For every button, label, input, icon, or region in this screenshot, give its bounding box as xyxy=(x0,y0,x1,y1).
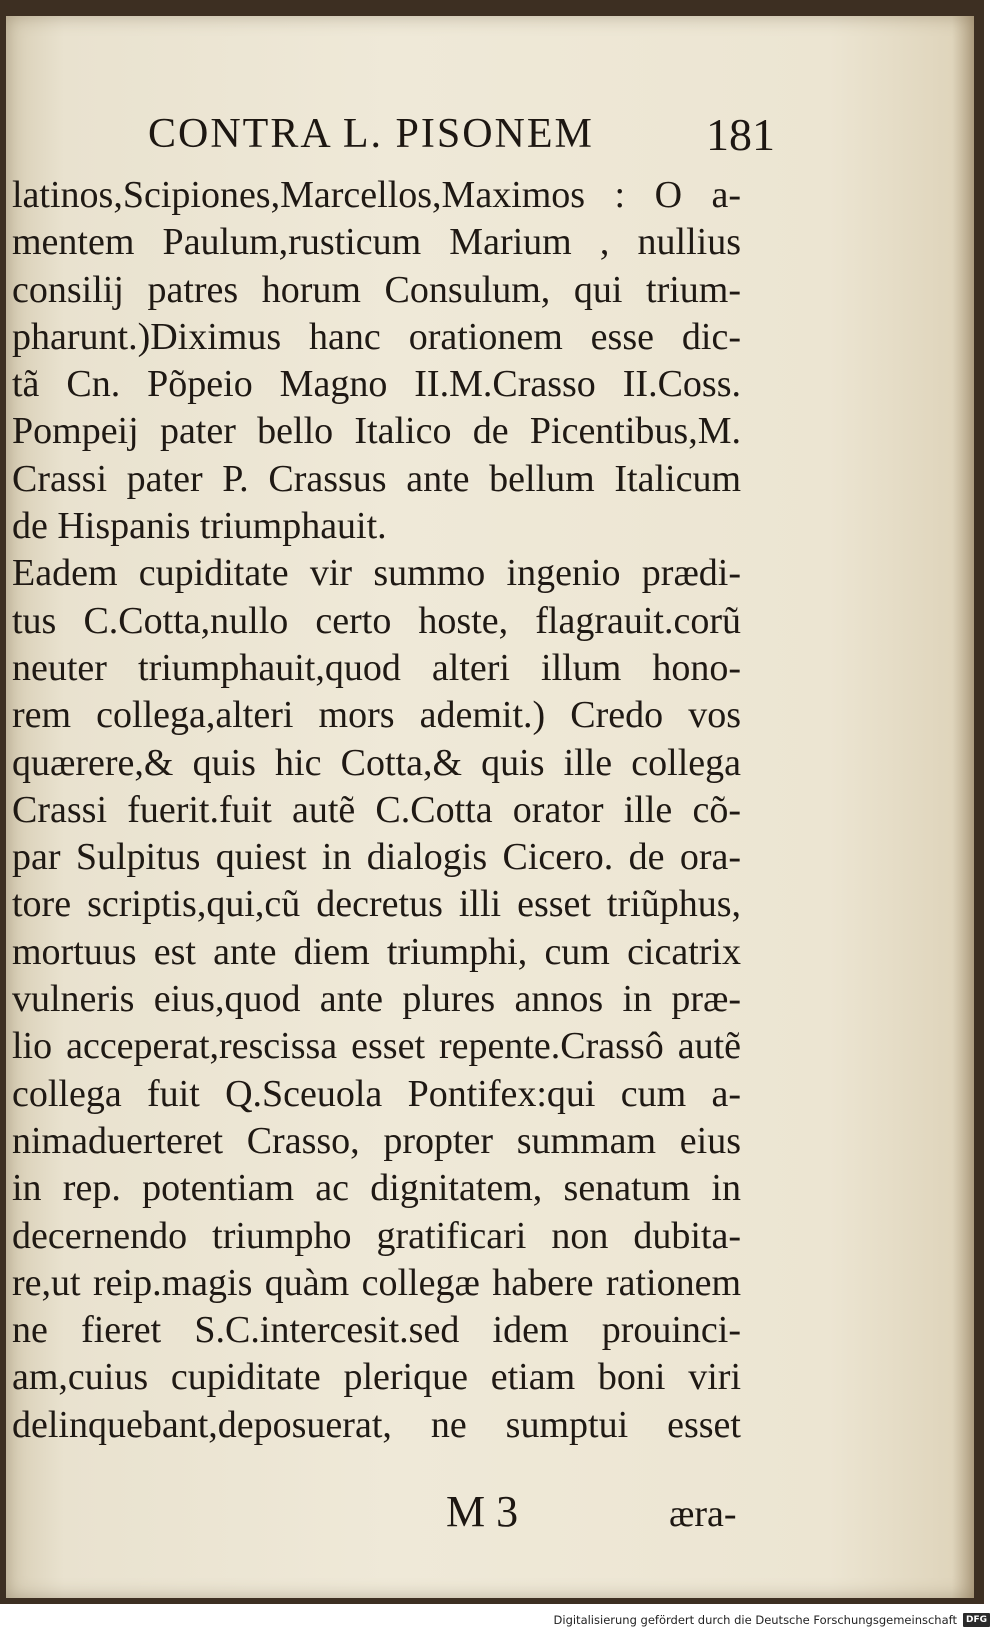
text-line: nimaduerteret Crasso, propter summam eius xyxy=(12,1119,741,1162)
text-line: mentem Paulum,rusticum Marium , nullius xyxy=(12,221,741,264)
text-line: tã Cn. Põpeio Magno II.M.Crasso II.Coss. xyxy=(12,363,741,406)
text-line: decernendo triumpho gratificari non dubita- xyxy=(12,1214,741,1257)
text-line: rem collega,alteri mors ademit.) Credo vos xyxy=(12,694,741,737)
catchword: æra- xyxy=(669,1493,737,1535)
text-line: tore scriptis,qui,cũ decretus illi esset triũphus, xyxy=(12,883,741,926)
text-line: mortuus est ante diem triumphi, cum cicatrix xyxy=(12,930,741,973)
text-line: par Sulpitus quiest in dialogis Cicero. de ora- xyxy=(12,836,741,879)
text-line: latinos,Scipiones,Marcellos,Maximos : O a- xyxy=(12,174,741,216)
page-edge-shadow xyxy=(952,16,974,1598)
text-line: Eadem cupiditate vir summo ingenio prædi- xyxy=(12,552,741,595)
text-line: ne fieret S.C.intercesit.sed idem prouinci- xyxy=(12,1309,741,1352)
text-line: Pompeij pater bello Italico de Picentibus,M. xyxy=(12,410,741,453)
text-line: de Hispanis triumphauit. xyxy=(12,505,387,548)
text-line: re,ut reip.magis quàm collegæ habere rationem xyxy=(12,1261,741,1304)
running-head: CONTRA L. PISONEM xyxy=(148,111,594,157)
text-line: neuter triumphauit,quod alteri illum hono- xyxy=(12,646,741,689)
text-line: delinquebant,deposuerat, ne sumptui esset xyxy=(12,1403,741,1446)
text-line: collega fuit Q.Sceuola Pontifex:qui cum a- xyxy=(12,1072,741,1115)
text-line: lio acceperat,rescissa esset repente.Crassô autẽ xyxy=(12,1025,741,1068)
body-text xyxy=(6,172,741,1449)
dfg-logo: DFG xyxy=(963,1613,990,1627)
text-line: consilij patres horum Consulum, qui trium- xyxy=(12,268,741,311)
page-header xyxy=(6,108,974,168)
page-foot xyxy=(6,1486,974,1546)
credit-text: Digitalisierung gefördert durch die Deutsche Forschungsgemeinschaft xyxy=(553,1613,957,1627)
text-line: Crassi fuerit.fuit autẽ C.Cotta orator ille cõ- xyxy=(12,788,741,831)
signature-mark: M 3 xyxy=(446,1487,519,1536)
text-line: Crassi pater P. Crassus ante bellum Italicum xyxy=(12,457,741,500)
text-line: tus C.Cotta,nullo certo hoste, flagrauit.corũ xyxy=(12,599,741,642)
text-line: vulneris eius,quod ante plures annos in præ- xyxy=(12,978,741,1021)
text-line: am,cuius cupiditate plerique etiam boni viri xyxy=(12,1356,741,1399)
book-page xyxy=(6,16,974,1598)
text-line: pharunt.)Diximus hanc orationem esse dic- xyxy=(12,315,741,358)
text-line: in rep. potentiam ac dignitatem, senatum in xyxy=(12,1167,741,1210)
page-number: 181 xyxy=(706,109,775,160)
digitization-credit xyxy=(554,1613,990,1627)
text-line: quærere,& quis hic Cotta,& quis ille collega xyxy=(12,741,741,784)
